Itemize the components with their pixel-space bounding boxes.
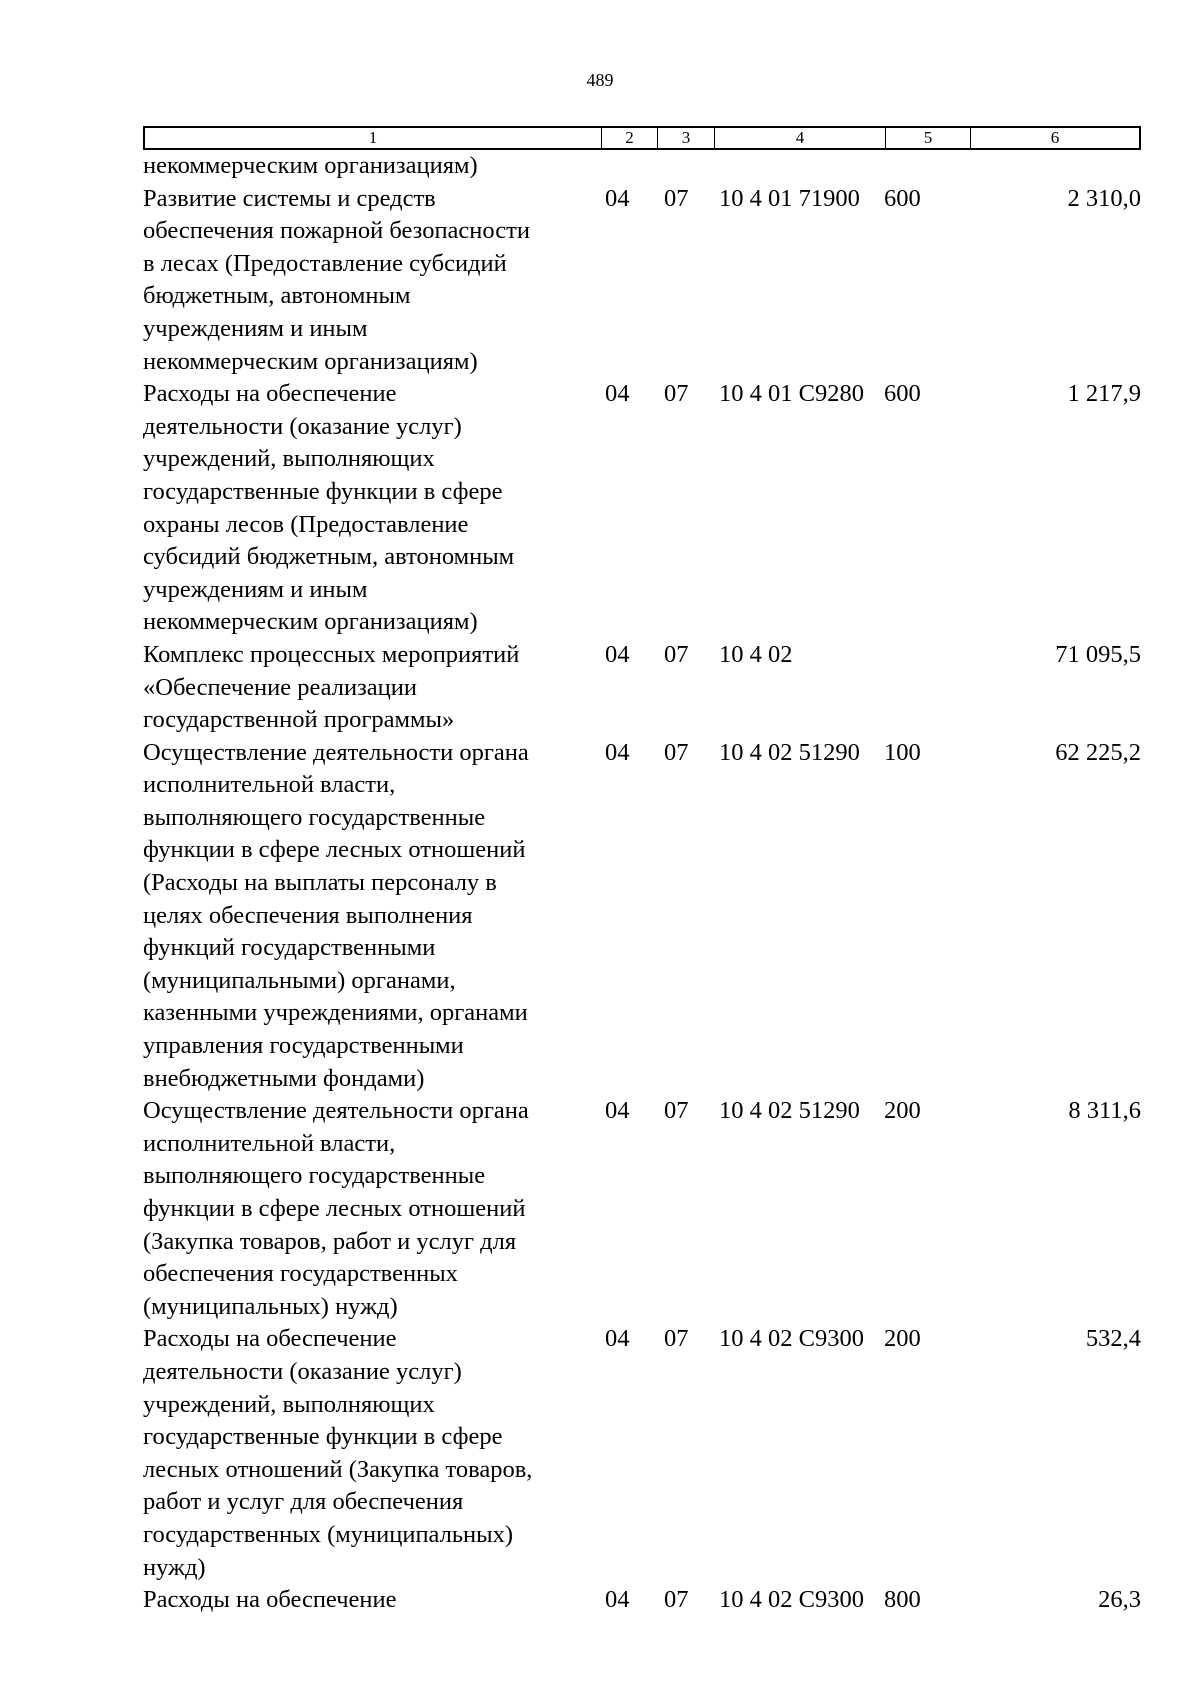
table-row	[143, 639, 1141, 737]
row-subsection: 07	[664, 1325, 689, 1353]
row-amount: 532,4	[1085, 1325, 1141, 1353]
row-expense-type: 200	[884, 1097, 921, 1125]
row-target-code: 10 4 02 51290	[719, 1097, 860, 1125]
table-row	[143, 183, 1141, 379]
table-header	[143, 126, 1141, 150]
row-subsection: 07	[664, 184, 689, 212]
table-row	[143, 150, 1141, 183]
header-col-3: 3	[658, 128, 715, 148]
row-section: 04	[605, 640, 630, 668]
row-target-code: 10 4 01 71900	[719, 184, 860, 212]
row-amount: 2 310,0	[1067, 184, 1141, 212]
row-amount: 8 311,6	[1068, 1097, 1141, 1125]
table-row	[143, 1584, 1141, 1617]
row-name: Осуществление деятельности органа исполнительной власти, выполняющего государственные функции в сфере лесных отношений (Закупка товаров, работ и услуг для обеспечения государственных (муниципальных) нужд)	[143, 1097, 529, 1320]
row-section: 04	[605, 380, 630, 408]
row-name: Расходы на обеспечение	[143, 1586, 397, 1614]
header-col-5: 5	[886, 128, 971, 148]
page-number: 489	[586, 70, 614, 90]
row-name: некоммерческим организациям)	[143, 152, 478, 179]
row-section: 04	[605, 184, 630, 212]
row-target-code: 10 4 02 С9300	[719, 1586, 864, 1614]
row-amount: 1 217,9	[1067, 380, 1141, 408]
row-subsection: 07	[664, 380, 689, 408]
row-amount: 62 225,2	[1055, 738, 1141, 766]
row-expense-type: 200	[884, 1325, 921, 1353]
row-subsection: 07	[664, 738, 689, 766]
row-expense-type: 800	[884, 1586, 921, 1614]
row-expense-type: 600	[884, 184, 921, 212]
table-row	[143, 378, 1141, 639]
row-name: Комплекс процессных мероприятий «Обеспечение реализации государственной программы»	[143, 640, 520, 734]
row-target-code: 10 4 02	[719, 640, 793, 668]
row-name: Развитие системы и средств обеспечения пожарной безопасности в лесах (Предоставление субсидий бюджетным, автономным учреждениям и иным некоммерческим организациям)	[143, 184, 530, 375]
row-target-code: 10 4 02 С9300	[719, 1325, 864, 1353]
table-row	[143, 737, 1141, 1096]
header-col-6: 6	[1050, 128, 1060, 147]
row-target-code: 10 4 01 С9280	[719, 380, 864, 408]
row-subsection: 07	[664, 640, 689, 668]
row-name: Расходы на обеспечение деятельности (оказание услуг) учреждений, выполняющих государственные функции в сфере охраны лесов (Предоставление субсидий бюджетным, автономным учреждениям и иным некоммерческим организациям)	[143, 380, 515, 636]
header-col-4: 4	[715, 128, 886, 148]
row-subsection: 07	[664, 1097, 689, 1125]
header-col-2: 2	[602, 128, 658, 148]
row-section: 04	[605, 738, 630, 766]
row-amount: 26,3	[1098, 1586, 1141, 1614]
row-subsection: 07	[664, 1586, 689, 1614]
row-name: Расходы на обеспечение деятельности (оказание услуг) учреждений, выполняющих государственные функции в сфере лесных отношений (Закупка товаров, работ и услуг для обеспечения государственных (муниципальных) нужд)	[143, 1325, 533, 1581]
table-row	[143, 1323, 1141, 1584]
header-col-1: 1	[145, 128, 602, 148]
row-name: Осуществление деятельности органа исполнительной власти, выполняющего государственные функции в сфере лесных отношений (Расходы на выплаты персоналу в целях обеспечения выполнения функций государственными (муниципальными) органами, казенными учреждениями, органами управления государственными внебюджетными фондами)	[143, 738, 529, 1092]
row-target-code: 10 4 02 51290	[719, 738, 860, 766]
row-section: 04	[605, 1325, 630, 1353]
row-section: 04	[605, 1586, 630, 1614]
row-expense-type: 600	[884, 380, 921, 408]
table-row	[143, 1095, 1141, 1323]
table-body	[143, 150, 1141, 1617]
row-amount: 71 095,5	[1055, 640, 1141, 668]
row-expense-type: 100	[884, 738, 921, 766]
row-section: 04	[605, 1097, 630, 1125]
